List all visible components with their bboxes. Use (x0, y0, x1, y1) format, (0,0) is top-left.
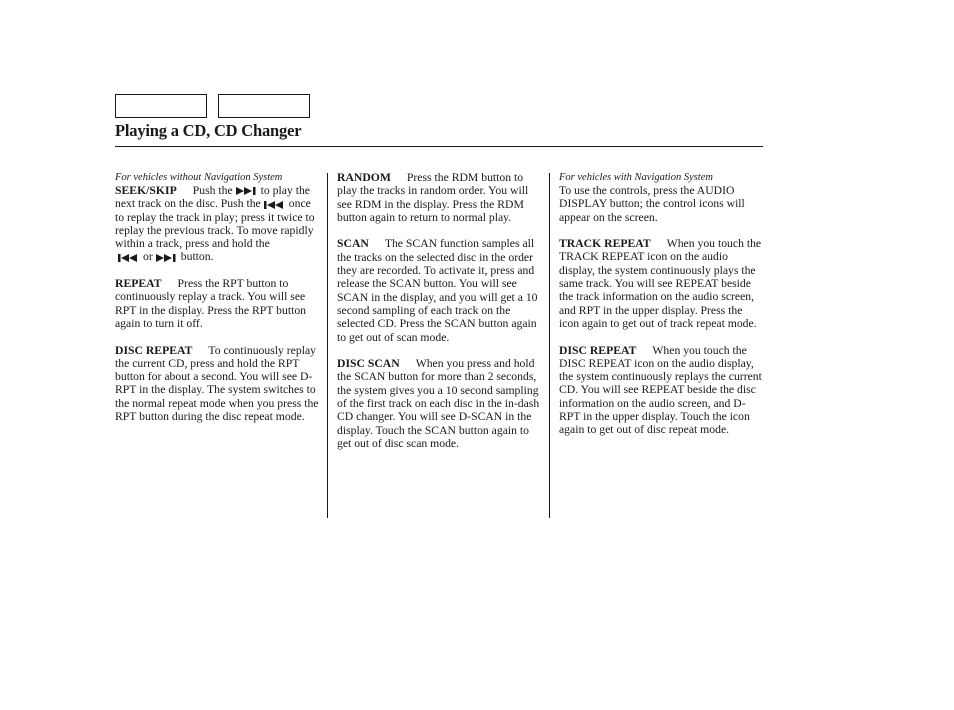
intro-paragraph: To use the controls, press the AUDIO DISPLAY button; the control icons will appear on the screen. (559, 184, 745, 224)
section-note: For vehicles with Navigation System (559, 172, 713, 183)
scan-paragraph (337, 237, 541, 343)
disc-repeat-term: DISC REPEAT (115, 343, 193, 357)
scan-text: The SCAN function samples all the tracks on the selected disc in the order they are recorded. To activate it, press and release the SCAN button. You will see SCAN in the display, and you will get a 10 second sampling of each track on the selected CD. Press the SCAN button again to get out of scan mode. (337, 237, 538, 344)
nav-disc-repeat-text: When you touch the DISC REPEAT icon on the audio display, the system continuously replays the current CD. You will see REPEAT beside the disc information on the audio screen, and D-RPT in the upper display. Touch the icon again to get out of disc repeat mode. (559, 343, 762, 437)
seek-text-1: Push the (192, 184, 233, 197)
skip-forward-icon (156, 254, 178, 262)
nav-button-main-menu[interactable] (115, 94, 207, 118)
nav-disc-repeat-term: DISC REPEAT (559, 343, 637, 357)
seek-text-4: or (143, 250, 153, 264)
random-term: RANDOM (337, 171, 391, 184)
page-title: Playing a CD, CD Changer (115, 121, 302, 140)
column-middle (337, 171, 541, 464)
disc-repeat-paragraph (115, 344, 319, 424)
random-text: Press the RDM button to play the tracks in random order. You will see RDM in the display. Press the RDM button again to return to normal play. (337, 171, 529, 224)
repeat-paragraph (115, 277, 319, 330)
column-divider (327, 173, 328, 518)
repeat-text: Press the RPT button to continuously replay a track. You will see RPT in the display. Press the RPT button again to turn it off. (115, 277, 307, 330)
nav-disc-repeat-paragraph (559, 344, 764, 437)
column-with-navigation (559, 171, 764, 450)
seek-text-5: button. (180, 250, 214, 264)
nav-button-index[interactable] (218, 94, 310, 118)
seek-text-3: once to replay the track in play; press it twice to replay the previous track. To move rapidly within a track, press and hold the (115, 197, 315, 251)
section-note: For vehicles without Navigation System (115, 172, 283, 183)
disc-repeat-text: To continuously replay the current CD, press and hold the RPT button for about a second. You will see D-RPT in the display. The system switches to the normal repeat mode when you press the RPT button during the disc repeat mode. (115, 343, 319, 424)
random-paragraph (337, 171, 541, 224)
seek-skip-term: SEEK/SKIP (115, 184, 177, 197)
track-repeat-paragraph (559, 237, 764, 330)
scan-term: SCAN (337, 237, 369, 251)
seek-text-2: to play the next track on the disc. Push the (115, 184, 310, 211)
column-divider (549, 173, 550, 518)
column-without-navigation (115, 171, 319, 437)
disc-scan-text: When you press and hold the SCAN button for more than 2 seconds, the system gives you a 10 second sampling of the first track on each disc in the in-dash CD changer. You will see D-SCAN in the display. Touch the SCAN button again to get out of disc scan mode. (337, 357, 540, 450)
repeat-term: REPEAT (115, 277, 162, 291)
title-divider (115, 146, 763, 147)
disc-scan-term: DISC SCAN (337, 357, 400, 371)
seek-skip-paragraph (115, 184, 319, 264)
track-repeat-term: TRACK REPEAT (559, 237, 651, 251)
skip-back-icon (118, 254, 140, 262)
disc-scan-paragraph (337, 357, 541, 450)
skip-back-icon (264, 201, 286, 209)
track-repeat-text: When you touch the TRACK REPEAT icon on the audio display, the system continuously plays the same track. You will see REPEAT beside the track information on the audio screen, and RPT in the upper display. Press the icon again to get out of track repeat mode. (559, 237, 762, 330)
skip-forward-icon (236, 187, 258, 195)
